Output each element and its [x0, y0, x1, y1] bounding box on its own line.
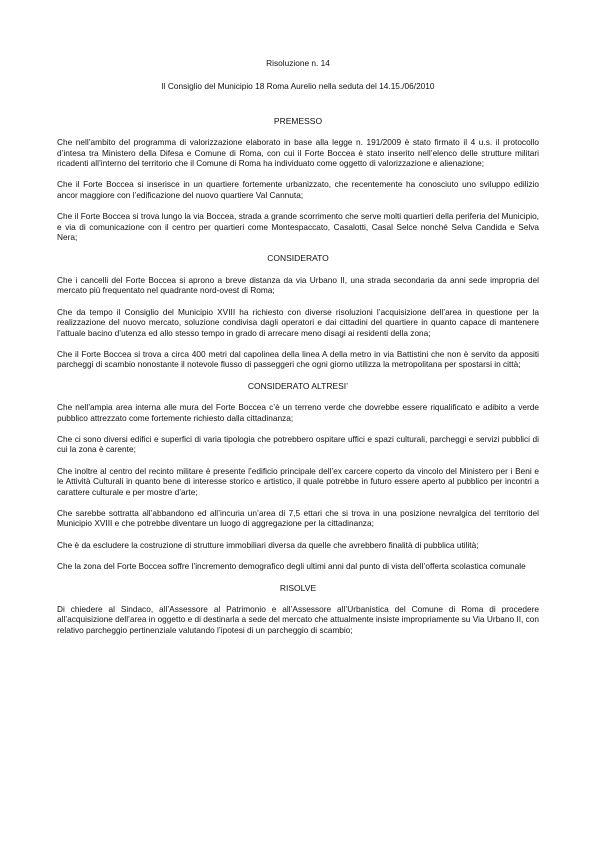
paragraph: Che sarebbe sottratta all’abbandono ed all’incuria un’area di 7,5 ettari che si trova in una posizione nevralgica del territorio del Municipio XVIII e che potrebbe diventare un luogo di aggregazione per la cittadinanza;: [57, 507, 539, 529]
paragraph: Che inoltre al centro del recinto militare è presente l’edificio principale dell’ex carcere coperto da vincolo del Ministero per i Beni e le Attività Culturali in quanto bene di interesse storico e artistico, il quale potrebbe in futuro essere aperto al pubblico per incontri a carattere culturale e per mostre d’arte;: [57, 465, 539, 497]
document-subtitle: Il Consiglio del Municipio 18 Roma Aurelio nella seduta del 14.15./06/2010: [161, 81, 435, 92]
paragraph: Che il Forte Boccea si trova lungo la via Boccea, strada a grande scorrimento che serve molti quartieri della periferia del Municipio, e via di comunicazione con il centro per quartieri come Montespaccato, Casalotti, Casal Selce nonché Selva Candida e Selva Nera;: [57, 211, 539, 243]
paragraph: Che nell’ambito del programma di valorizzazione elaborato in base alla legge n. 191/2009 è stato firmato il 4 u.s. il protocollo d’intesa tra Ministero della Difesa e Comune di Roma, con cui il Forte Boccea è stato inserito nell’elenco delle strutture militari ricadenti all’interno del territorio che il Comune di Roma ha individuato come oggetto di valorizzazione e alienazione;: [57, 137, 539, 169]
document-title: Risoluzione n. 14: [266, 58, 330, 68]
section-heading: CONSIDERATO ALTRESI’: [247, 380, 349, 391]
section-heading: PREMESSO: [273, 115, 323, 126]
paragraph: Che i cancelli del Forte Boccea si aprono a breve distanza da via Urbano II, una strada secondaria da anni sede impropria del mercato più frequentato nel quadrante nord-ovest di Roma;: [57, 274, 539, 296]
section-heading: CONSIDERATO: [267, 253, 329, 264]
paragraph: Che da tempo il Consiglio del Municipio XVIII ha richiesto con diverse risoluzioni l’acquisizione dell’area in questione per la realizzazione del nuovo mercato, soluzione condivisa dagli operatori e dai cittadini del quartiere in quanto capace di mantenere l’attuale bacino d’utenza ed allo stesso tempo in grado di arrecare meno disagi ai residenti della zona;: [57, 306, 539, 338]
paragraph: Di chiedere al Sindaco, all’Assessore al Patrimonio e all’Assessore all’Urbanistica del Comune di Roma di procedere all’acquisizione dell’area in oggetto e di destinarla a sede del mercato che attualmente insiste impropriamente su Via Urbano II, con relativo parcheggio pertinenziale valutando l’ipotesi di un parcheggio di scambio;: [57, 604, 539, 635]
paragraph: Che è da escludere la costruzione di strutture immobiliari diversa da quelle che avrebbero finalità di pubblica utilità;: [57, 539, 479, 550]
section-considerato-altresi: [57, 381, 539, 572]
paragraph: Che il Forte Boccea si trova a circa 400 metri dal capolinea della linea A della metro in via Battistini che non è servito da appositi parcheggi di scambio nonostante il notevole flusso di passeggeri che ogni giorno utilizza la metropolitana per spostarsi in città;: [57, 348, 539, 370]
paragraph: Che nell’ampia area interna alle mura del Forte Boccea c’è un terreno verde che dovrebbe essere riqualificato e adibito a verde pubblico attrezzato come fortemente richiesto dalla cittadinanza;: [57, 402, 539, 423]
section-premesso: [57, 116, 539, 243]
document-page: [57, 58, 539, 644]
paragraph: Che ci sono diversi edifici e superfici di varia tipologia che potrebbero ospitare uffici e spazi culturali, parcheggi e servizi pubblici di cui la zona è carente;: [57, 433, 539, 455]
paragraph: Che la zona del Forte Boccea soffre l’incremento demografico degli ultimi anni dal punto di vista dell’offerta scolastica comunale: [57, 561, 526, 572]
paragraph: Che il Forte Boccea si inserisce in un quartiere fortemente urbanizzato, che recentemente ha conosciuto uno sviluppo edilizio ancor maggiore con l’edificazione del nuovo quartiere Val Cannuta;: [57, 179, 539, 200]
section-heading: RISOLVE: [279, 582, 317, 593]
section-risolve: [57, 583, 539, 636]
section-considerato: [57, 253, 539, 369]
